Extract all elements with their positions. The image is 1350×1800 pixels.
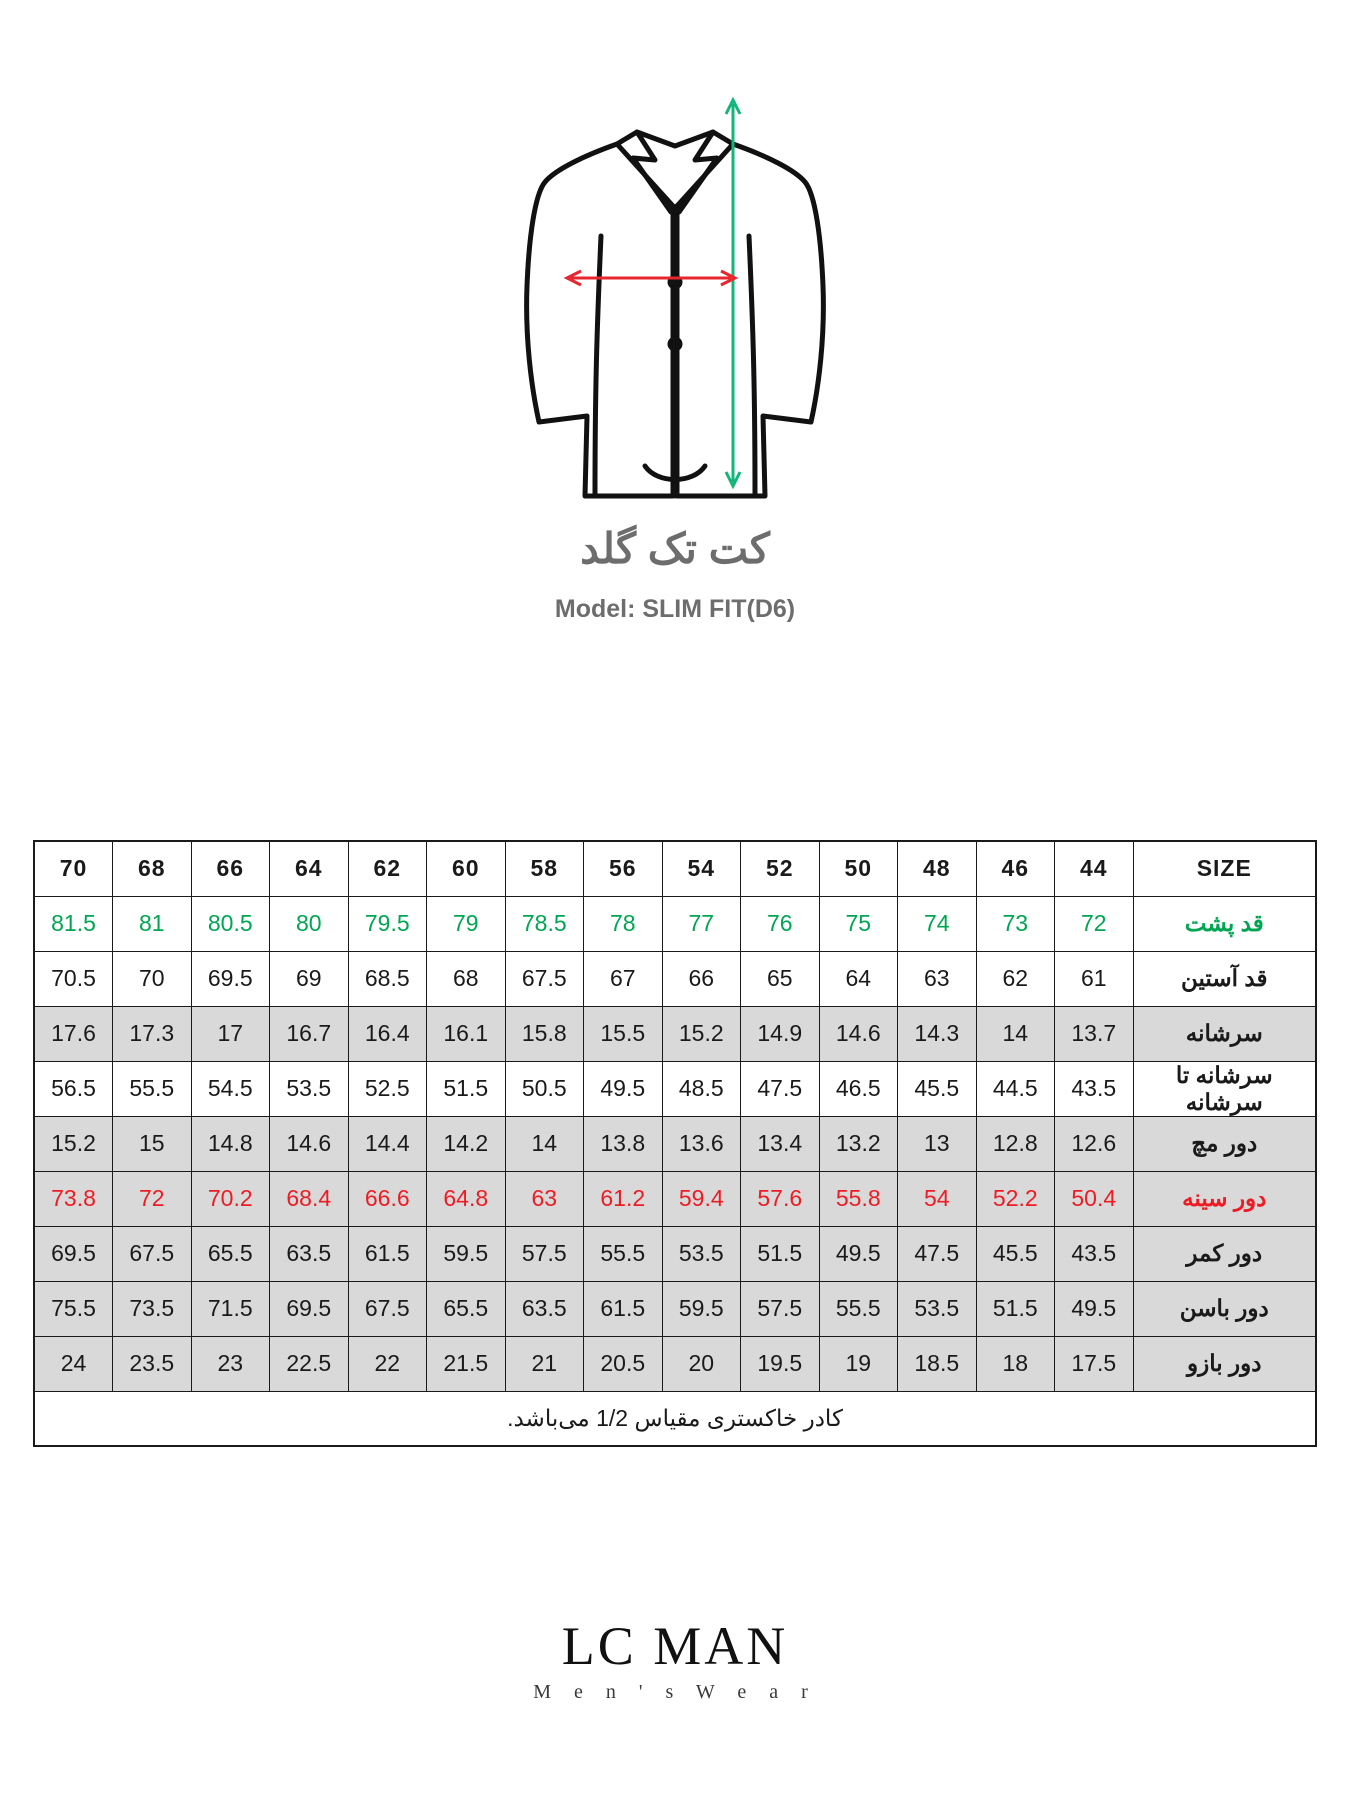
table-row bbox=[34, 1116, 1316, 1171]
measurement-cell: 44.5 bbox=[976, 1061, 1055, 1116]
measurement-cell: 62 bbox=[976, 951, 1055, 1006]
blazer-jacket-diagram bbox=[505, 86, 845, 506]
size-header-label: SIZE bbox=[1133, 841, 1316, 896]
measurement-cell: 55.8 bbox=[819, 1171, 898, 1226]
measurement-row-label: سرشانه تا سرشانه bbox=[1133, 1061, 1316, 1116]
measurement-cell: 75 bbox=[819, 896, 898, 951]
measurement-cell: 63 bbox=[505, 1171, 584, 1226]
measurement-cell: 73.8 bbox=[34, 1171, 113, 1226]
measurement-cell: 14.6 bbox=[270, 1116, 349, 1171]
measurement-cell: 68.4 bbox=[270, 1171, 349, 1226]
measurement-row-label: قد آستین bbox=[1133, 951, 1316, 1006]
measurement-cell: 65.5 bbox=[191, 1226, 270, 1281]
measurement-cell: 50.5 bbox=[505, 1061, 584, 1116]
measurement-cell: 50.4 bbox=[1055, 1171, 1134, 1226]
measurement-cell: 47.5 bbox=[898, 1226, 977, 1281]
measurement-cell: 49.5 bbox=[584, 1061, 663, 1116]
button-icon bbox=[668, 337, 683, 352]
measurement-cell: 63.5 bbox=[270, 1226, 349, 1281]
table-row-note bbox=[34, 1391, 1316, 1446]
size-header-cell: 70 bbox=[34, 841, 113, 896]
measurement-cell: 14 bbox=[976, 1006, 1055, 1061]
measurement-cell: 55.5 bbox=[113, 1061, 192, 1116]
measurement-cell: 80 bbox=[270, 896, 349, 951]
measurement-cell: 43.5 bbox=[1055, 1226, 1134, 1281]
measurement-cell: 20.5 bbox=[584, 1336, 663, 1391]
measurement-cell: 48.5 bbox=[662, 1061, 741, 1116]
measurement-cell: 68.5 bbox=[348, 951, 427, 1006]
measurement-cell: 57.5 bbox=[741, 1281, 820, 1336]
measurement-cell: 67 bbox=[584, 951, 663, 1006]
measurement-cell: 67.5 bbox=[113, 1226, 192, 1281]
measurement-cell: 17.6 bbox=[34, 1006, 113, 1061]
size-header-cell: 62 bbox=[348, 841, 427, 896]
size-header-cell: 50 bbox=[819, 841, 898, 896]
measurement-cell: 16.1 bbox=[427, 1006, 506, 1061]
measurement-cell: 69.5 bbox=[191, 951, 270, 1006]
measurement-cell: 81.5 bbox=[34, 896, 113, 951]
measurement-row-label: دور سینه bbox=[1133, 1171, 1316, 1226]
measurement-cell: 12.6 bbox=[1055, 1116, 1134, 1171]
measurement-cell: 64 bbox=[819, 951, 898, 1006]
table-row bbox=[34, 896, 1316, 951]
measurement-cell: 79.5 bbox=[348, 896, 427, 951]
measurement-row-label: قد پشت bbox=[1133, 896, 1316, 951]
measurement-cell: 59.5 bbox=[662, 1281, 741, 1336]
size-table-wrapper bbox=[33, 840, 1317, 1447]
measurement-cell: 73 bbox=[976, 896, 1055, 951]
measurement-cell: 15.2 bbox=[662, 1006, 741, 1061]
measurement-cell: 14.8 bbox=[191, 1116, 270, 1171]
measurement-cell: 61.5 bbox=[348, 1226, 427, 1281]
table-row bbox=[34, 1006, 1316, 1061]
measurement-row-label: دور باسن bbox=[1133, 1281, 1316, 1336]
measurement-cell: 59.5 bbox=[427, 1226, 506, 1281]
measurement-cell: 13.4 bbox=[741, 1116, 820, 1171]
measurement-row-label: دور کمر bbox=[1133, 1226, 1316, 1281]
scale-note: کادر خاکستری مقیاس 1/2 می‌باشد. bbox=[34, 1391, 1316, 1446]
brand-tagline: M e n ' s W e a r bbox=[533, 1681, 817, 1703]
measurement-cell: 53.5 bbox=[270, 1061, 349, 1116]
measurement-cell: 72 bbox=[1055, 896, 1134, 951]
measurement-cell: 53.5 bbox=[898, 1281, 977, 1336]
measurement-cell: 21.5 bbox=[427, 1336, 506, 1391]
size-header-cell: 66 bbox=[191, 841, 270, 896]
product-title: کت تک گلد bbox=[580, 525, 770, 572]
size-header-cell: 48 bbox=[898, 841, 977, 896]
measurement-cell: 74 bbox=[898, 896, 977, 951]
measurement-cell: 17 bbox=[191, 1006, 270, 1061]
measurement-cell: 16.4 bbox=[348, 1006, 427, 1061]
measurement-cell: 23.5 bbox=[113, 1336, 192, 1391]
size-table bbox=[33, 840, 1317, 1447]
measurement-cell: 73.5 bbox=[113, 1281, 192, 1336]
measurement-row-label: سرشانه bbox=[1133, 1006, 1316, 1061]
measurement-row-label: دور بازو bbox=[1133, 1336, 1316, 1391]
measurement-cell: 66.6 bbox=[348, 1171, 427, 1226]
measurement-cell: 81 bbox=[113, 896, 192, 951]
measurement-cell: 45.5 bbox=[976, 1226, 1055, 1281]
jacket-illustration bbox=[0, 0, 1350, 506]
measurement-cell: 57.6 bbox=[741, 1171, 820, 1226]
measurement-cell: 14.9 bbox=[741, 1006, 820, 1061]
measurement-cell: 49.5 bbox=[819, 1226, 898, 1281]
measurement-cell: 52.5 bbox=[348, 1061, 427, 1116]
measurement-cell: 69.5 bbox=[34, 1226, 113, 1281]
measurement-cell: 65 bbox=[741, 951, 820, 1006]
table-row bbox=[34, 1281, 1316, 1336]
measurement-cell: 15.2 bbox=[34, 1116, 113, 1171]
measurement-cell: 76 bbox=[741, 896, 820, 951]
horizontal-measure-arrow bbox=[567, 271, 735, 285]
size-header-cell: 44 bbox=[1055, 841, 1134, 896]
measurement-cell: 54.5 bbox=[191, 1061, 270, 1116]
measurement-cell: 18 bbox=[976, 1336, 1055, 1391]
measurement-cell: 23 bbox=[191, 1336, 270, 1391]
table-row bbox=[34, 1171, 1316, 1226]
measurement-cell: 20 bbox=[662, 1336, 741, 1391]
product-model: Model: SLIM FIT(D6) bbox=[554, 595, 796, 623]
vertical-measure-arrow bbox=[726, 100, 740, 486]
measurement-cell: 14.2 bbox=[427, 1116, 506, 1171]
measurement-cell: 13.6 bbox=[662, 1116, 741, 1171]
measurement-cell: 12.8 bbox=[976, 1116, 1055, 1171]
measurement-cell: 22.5 bbox=[270, 1336, 349, 1391]
size-header-cell: 68 bbox=[113, 841, 192, 896]
measurement-cell: 72 bbox=[113, 1171, 192, 1226]
measurement-cell: 70.5 bbox=[34, 951, 113, 1006]
measurement-cell: 61 bbox=[1055, 951, 1134, 1006]
measurement-cell: 59.4 bbox=[662, 1171, 741, 1226]
size-header-cell: 60 bbox=[427, 841, 506, 896]
measurement-cell: 51.5 bbox=[427, 1061, 506, 1116]
measurement-cell: 51.5 bbox=[976, 1281, 1055, 1336]
measurement-cell: 24 bbox=[34, 1336, 113, 1391]
measurement-cell: 77 bbox=[662, 896, 741, 951]
measurement-cell: 14.3 bbox=[898, 1006, 977, 1061]
measurement-cell: 49.5 bbox=[1055, 1281, 1134, 1336]
measurement-cell: 80.5 bbox=[191, 896, 270, 951]
measurement-cell: 66 bbox=[662, 951, 741, 1006]
measurement-cell: 45.5 bbox=[898, 1061, 977, 1116]
measurement-cell: 52.2 bbox=[976, 1171, 1055, 1226]
measurement-cell: 53.5 bbox=[662, 1226, 741, 1281]
measurement-cell: 15.8 bbox=[505, 1006, 584, 1061]
measurement-cell: 15 bbox=[113, 1116, 192, 1171]
measurement-cell: 78 bbox=[584, 896, 663, 951]
measurement-cell: 21 bbox=[505, 1336, 584, 1391]
table-row bbox=[34, 1061, 1316, 1116]
measurement-cell: 65.5 bbox=[427, 1281, 506, 1336]
measurement-cell: 14.6 bbox=[819, 1006, 898, 1061]
table-row bbox=[34, 1336, 1316, 1391]
measurement-cell: 75.5 bbox=[34, 1281, 113, 1336]
measurement-cell: 46.5 bbox=[819, 1061, 898, 1116]
measurement-cell: 64.8 bbox=[427, 1171, 506, 1226]
measurement-cell: 13 bbox=[898, 1116, 977, 1171]
measurement-cell: 51.5 bbox=[741, 1226, 820, 1281]
measurement-cell: 69.5 bbox=[270, 1281, 349, 1336]
measurement-cell: 43.5 bbox=[1055, 1061, 1134, 1116]
brand-logo bbox=[0, 1615, 1350, 1704]
measurement-cell: 71.5 bbox=[191, 1281, 270, 1336]
brand-name: LC MAN bbox=[561, 1616, 789, 1676]
measurement-cell: 67.5 bbox=[505, 951, 584, 1006]
measurement-cell: 69 bbox=[270, 951, 349, 1006]
measurement-cell: 47.5 bbox=[741, 1061, 820, 1116]
measurement-cell: 17.5 bbox=[1055, 1336, 1134, 1391]
measurement-cell: 14.4 bbox=[348, 1116, 427, 1171]
table-row bbox=[34, 1226, 1316, 1281]
measurement-cell: 63.5 bbox=[505, 1281, 584, 1336]
measurement-cell: 16.7 bbox=[270, 1006, 349, 1061]
measurement-cell: 70.2 bbox=[191, 1171, 270, 1226]
measurement-cell: 19 bbox=[819, 1336, 898, 1391]
measurement-cell: 18.5 bbox=[898, 1336, 977, 1391]
size-header-cell: 64 bbox=[270, 841, 349, 896]
caption-block bbox=[0, 524, 1350, 624]
measurement-cell: 13.7 bbox=[1055, 1006, 1134, 1061]
size-header-cell: 46 bbox=[976, 841, 1055, 896]
measurement-cell: 15.5 bbox=[584, 1006, 663, 1061]
table-row bbox=[34, 951, 1316, 1006]
measurement-cell: 68 bbox=[427, 951, 506, 1006]
size-header-cell: 56 bbox=[584, 841, 663, 896]
measurement-cell: 56.5 bbox=[34, 1061, 113, 1116]
measurement-cell: 17.3 bbox=[113, 1006, 192, 1061]
measurement-cell: 57.5 bbox=[505, 1226, 584, 1281]
measurement-cell: 67.5 bbox=[348, 1281, 427, 1336]
measurement-cell: 54 bbox=[898, 1171, 977, 1226]
measurement-cell: 63 bbox=[898, 951, 977, 1006]
measurement-cell: 70 bbox=[113, 951, 192, 1006]
measurement-cell: 55.5 bbox=[819, 1281, 898, 1336]
measurement-cell: 14 bbox=[505, 1116, 584, 1171]
measurement-row-label: دور مچ bbox=[1133, 1116, 1316, 1171]
size-header-cell: 54 bbox=[662, 841, 741, 896]
measurement-cell: 61.5 bbox=[584, 1281, 663, 1336]
size-header-cell: 52 bbox=[741, 841, 820, 896]
size-header-cell: 58 bbox=[505, 841, 584, 896]
table-row-header bbox=[34, 841, 1316, 896]
measurement-cell: 19.5 bbox=[741, 1336, 820, 1391]
measurement-cell: 13.8 bbox=[584, 1116, 663, 1171]
measurement-cell: 79 bbox=[427, 896, 506, 951]
measurement-cell: 61.2 bbox=[584, 1171, 663, 1226]
measurement-cell: 22 bbox=[348, 1336, 427, 1391]
measurement-cell: 55.5 bbox=[584, 1226, 663, 1281]
measurement-cell: 13.2 bbox=[819, 1116, 898, 1171]
measurement-cell: 78.5 bbox=[505, 896, 584, 951]
